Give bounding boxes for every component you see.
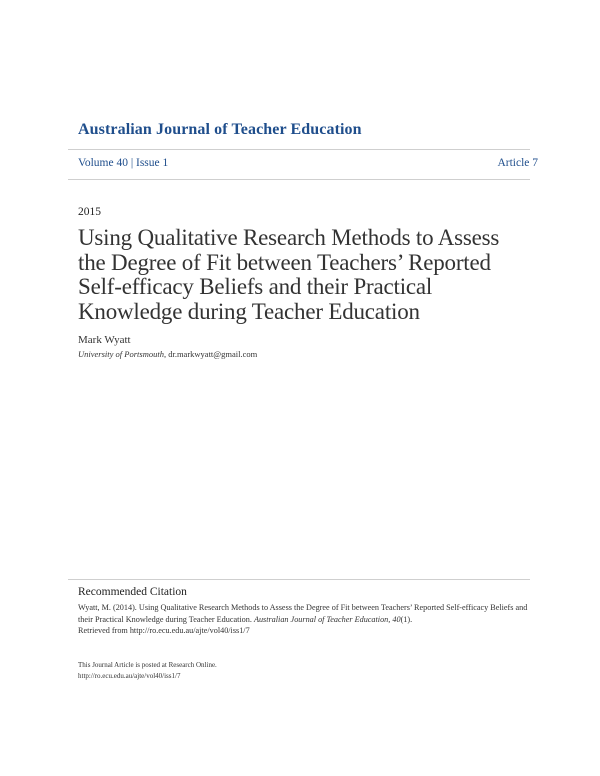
journal-title[interactable]: Australian Journal of Teacher Education [78,121,362,138]
author-name: Mark Wyatt [78,334,131,346]
citation-journal: Australian Journal of Teacher Education, 40 [253,614,401,624]
volume-issue-link[interactable]: Volume 40 | Issue 1 [78,157,169,169]
footer-url-link[interactable]: http://ro.ecu.edu.au/ajte/vol40/iss1/7 [78,672,181,680]
footer-posted-note: This Journal Article is posted at Research Online. [78,661,217,669]
recommended-citation-heading: Recommended Citation [78,586,187,598]
author-email[interactable]: , dr.markwyatt@gmail.com [163,349,258,359]
citation-body: Wyatt, M. (2014). Using Qualitative Research Methods to Assess the Degree of Fit between Teachers’ Reported Self-efficacy Beliefs and their Practical Knowledge during Teacher Education. [78,603,528,624]
citation-divider [68,579,530,580]
citation-retrieved-link[interactable]: Retrieved from http://ro.ecu.edu.au/ajte/vol40/iss1/7 [78,626,250,635]
author-affiliation [78,349,257,359]
publication-year: 2015 [78,206,101,218]
header-divider-bottom [68,179,530,180]
author-institution: University of Portsmouth [78,349,164,359]
header-divider-top [68,149,530,150]
footer [78,660,530,682]
paper-title: Using Qualitative Research Methods to Assess the Degree of Fit between Teachers’ Reported Self-efficacy Beliefs and their Practical Knowledge during Teacher Education [78,225,500,324]
citation-text [78,602,530,637]
citation-issue: (1). [400,614,413,624]
article-number-link[interactable]: Article 7 [497,157,538,169]
